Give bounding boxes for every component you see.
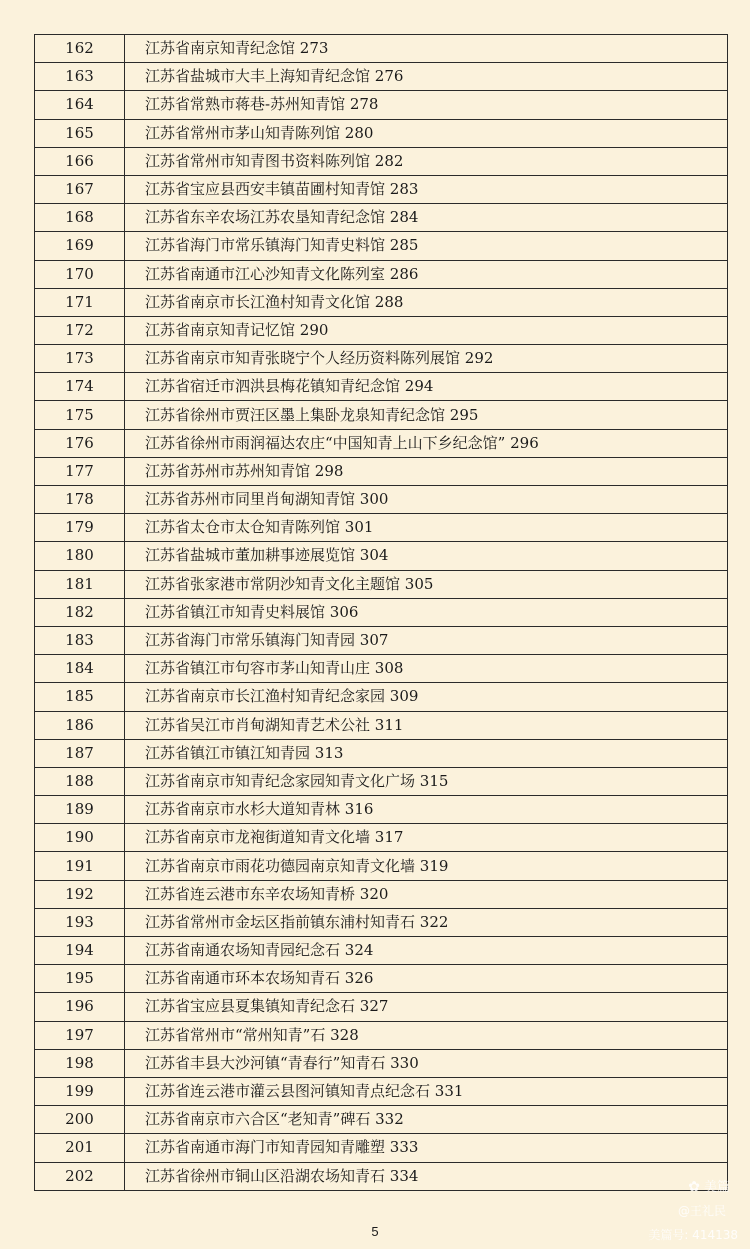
row-number: 182 bbox=[35, 598, 125, 626]
row-number: 169 bbox=[35, 232, 125, 260]
table-row bbox=[35, 1162, 728, 1190]
table-body bbox=[35, 35, 728, 1191]
row-title: 江苏省丰县大沙河镇“青春行”知青石 330 bbox=[125, 1049, 728, 1077]
row-number: 167 bbox=[35, 175, 125, 203]
table-row bbox=[35, 514, 728, 542]
row-title: 江苏省南通市环本农场知青石 326 bbox=[125, 965, 728, 993]
row-title: 江苏省常州市知青图书资料陈列馆 282 bbox=[125, 147, 728, 175]
row-title: 江苏省苏州市同里肖甸湖知青馆 300 bbox=[125, 486, 728, 514]
table-row bbox=[35, 739, 728, 767]
meipian-logo-icon: ✿ bbox=[688, 1179, 700, 1195]
table-row bbox=[35, 655, 728, 683]
row-title: 江苏省镇江市镇江知青园 313 bbox=[125, 739, 728, 767]
table-row bbox=[35, 429, 728, 457]
row-title: 江苏省徐州市雨润福达农庄“中国知青上山下乡纪念馆” 296 bbox=[125, 429, 728, 457]
row-number: 174 bbox=[35, 373, 125, 401]
row-title: 江苏省苏州市苏州知青馆 298 bbox=[125, 457, 728, 485]
table-row bbox=[35, 570, 728, 598]
row-title: 江苏省海门市常乐镇海门知青史料馆 285 bbox=[125, 232, 728, 260]
row-title: 江苏省连云港市灌云县图河镇知青点纪念石 331 bbox=[125, 1077, 728, 1105]
table-row bbox=[35, 316, 728, 344]
row-title: 江苏省南京市六合区“老知青”碑石 332 bbox=[125, 1106, 728, 1134]
row-title: 江苏省盐城市董加耕事迹展览馆 304 bbox=[125, 542, 728, 570]
row-number: 168 bbox=[35, 204, 125, 232]
row-number: 178 bbox=[35, 486, 125, 514]
row-title: 江苏省常州市茅山知青陈列馆 280 bbox=[125, 119, 728, 147]
row-title: 江苏省镇江市句容市茅山知青山庄 308 bbox=[125, 655, 728, 683]
watermark-author: @王礼民 bbox=[677, 1204, 726, 1218]
table-row bbox=[35, 401, 728, 429]
row-title: 江苏省常州市“常州知青”石 328 bbox=[125, 1021, 728, 1049]
row-number: 163 bbox=[35, 63, 125, 91]
row-title: 江苏省南京市水杉大道知青林 316 bbox=[125, 796, 728, 824]
table-row bbox=[35, 35, 728, 63]
row-title: 江苏省常熟市蒋巷-苏州知青馆 278 bbox=[125, 91, 728, 119]
row-number: 165 bbox=[35, 119, 125, 147]
row-title: 江苏省宝应县夏集镇知青纪念石 327 bbox=[125, 993, 728, 1021]
row-title: 江苏省南京市长江渔村知青纪念家园 309 bbox=[125, 683, 728, 711]
page-number: 5 bbox=[371, 1224, 379, 1239]
row-number: 201 bbox=[35, 1134, 125, 1162]
watermark-brand-text: 美篇 bbox=[703, 1180, 730, 1195]
row-title: 江苏省盐城市大丰上海知青纪念馆 276 bbox=[125, 63, 728, 91]
row-number: 194 bbox=[35, 937, 125, 965]
table-row bbox=[35, 63, 728, 91]
table-row bbox=[35, 598, 728, 626]
table-row bbox=[35, 626, 728, 654]
row-title: 江苏省南京知青纪念馆 273 bbox=[125, 35, 728, 63]
row-number: 185 bbox=[35, 683, 125, 711]
table-row bbox=[35, 91, 728, 119]
row-number: 162 bbox=[35, 35, 125, 63]
table-row bbox=[35, 965, 728, 993]
row-number: 188 bbox=[35, 767, 125, 795]
table-row bbox=[35, 542, 728, 570]
row-number: 180 bbox=[35, 542, 125, 570]
row-number: 193 bbox=[35, 908, 125, 936]
table-row bbox=[35, 767, 728, 795]
row-title: 江苏省太仓市太仓知青陈列馆 301 bbox=[125, 514, 728, 542]
row-number: 186 bbox=[35, 711, 125, 739]
row-number: 195 bbox=[35, 965, 125, 993]
table-row bbox=[35, 824, 728, 852]
row-number: 189 bbox=[35, 796, 125, 824]
watermark-brand bbox=[688, 1176, 730, 1195]
row-number: 199 bbox=[35, 1077, 125, 1105]
row-number: 173 bbox=[35, 345, 125, 373]
table-row bbox=[35, 796, 728, 824]
table-row bbox=[35, 711, 728, 739]
row-number: 176 bbox=[35, 429, 125, 457]
row-number: 175 bbox=[35, 401, 125, 429]
row-title: 江苏省宝应县西安丰镇苗圃村知青馆 283 bbox=[125, 175, 728, 203]
row-title: 江苏省吴江市肖甸湖知青艺术公社 311 bbox=[125, 711, 728, 739]
row-number: 183 bbox=[35, 626, 125, 654]
row-title: 江苏省南京市雨花功德园南京知青文化墙 319 bbox=[125, 852, 728, 880]
table-row bbox=[35, 1021, 728, 1049]
row-number: 192 bbox=[35, 880, 125, 908]
table-row bbox=[35, 232, 728, 260]
row-number: 190 bbox=[35, 824, 125, 852]
table-row bbox=[35, 880, 728, 908]
table-row bbox=[35, 373, 728, 401]
table-row bbox=[35, 345, 728, 373]
table-row bbox=[35, 937, 728, 965]
row-number: 202 bbox=[35, 1162, 125, 1190]
row-number: 200 bbox=[35, 1106, 125, 1134]
table-row bbox=[35, 1106, 728, 1134]
row-title: 江苏省南京知青记忆馆 290 bbox=[125, 316, 728, 344]
row-number: 187 bbox=[35, 739, 125, 767]
table-row bbox=[35, 119, 728, 147]
watermark-id: 美篇号: 414138 bbox=[648, 1228, 738, 1242]
table-row bbox=[35, 204, 728, 232]
row-title: 江苏省镇江市知青史料展馆 306 bbox=[125, 598, 728, 626]
row-title: 江苏省常州市金坛区指前镇东浦村知青石 322 bbox=[125, 908, 728, 936]
table-row bbox=[35, 288, 728, 316]
row-number: 197 bbox=[35, 1021, 125, 1049]
row-number: 184 bbox=[35, 655, 125, 683]
row-number: 166 bbox=[35, 147, 125, 175]
row-title: 江苏省南通市江心沙知青文化陈列室 286 bbox=[125, 260, 728, 288]
row-title: 江苏省海门市常乐镇海门知青园 307 bbox=[125, 626, 728, 654]
row-number: 181 bbox=[35, 570, 125, 598]
row-title: 江苏省连云港市东辛农场知青桥 320 bbox=[125, 880, 728, 908]
row-number: 172 bbox=[35, 316, 125, 344]
row-title: 江苏省徐州市贾汪区墨上集卧龙泉知青纪念馆 295 bbox=[125, 401, 728, 429]
row-title: 江苏省南京市知青张晓宁个人经历资料陈列展馆 292 bbox=[125, 345, 728, 373]
table-row bbox=[35, 260, 728, 288]
row-title: 江苏省南通市海门市知青园知青雕塑 333 bbox=[125, 1134, 728, 1162]
table-row bbox=[35, 1077, 728, 1105]
row-title: 江苏省南通农场知青园纪念石 324 bbox=[125, 937, 728, 965]
table-row bbox=[35, 993, 728, 1021]
table-row bbox=[35, 457, 728, 485]
table-row bbox=[35, 852, 728, 880]
row-number: 198 bbox=[35, 1049, 125, 1077]
table-row bbox=[35, 908, 728, 936]
row-number: 164 bbox=[35, 91, 125, 119]
row-title: 江苏省南京市知青纪念家园知青文化广场 315 bbox=[125, 767, 728, 795]
table-row bbox=[35, 1134, 728, 1162]
row-number: 191 bbox=[35, 852, 125, 880]
row-number: 177 bbox=[35, 457, 125, 485]
table-row bbox=[35, 175, 728, 203]
row-title: 江苏省宿迁市泗洪县梅花镇知青纪念馆 294 bbox=[125, 373, 728, 401]
row-number: 171 bbox=[35, 288, 125, 316]
row-title: 江苏省南京市长江渔村知青文化馆 288 bbox=[125, 288, 728, 316]
row-number: 196 bbox=[35, 993, 125, 1021]
table-row bbox=[35, 683, 728, 711]
table-row bbox=[35, 147, 728, 175]
row-title: 江苏省南京市龙袍街道知青文化墙 317 bbox=[125, 824, 728, 852]
row-title: 江苏省张家港市常阴沙知青文化主题馆 305 bbox=[125, 570, 728, 598]
catalog-table bbox=[34, 34, 728, 1191]
row-title: 江苏省东辛农场江苏农垦知青纪念馆 284 bbox=[125, 204, 728, 232]
table-row bbox=[35, 1049, 728, 1077]
row-number: 170 bbox=[35, 260, 125, 288]
table-row bbox=[35, 486, 728, 514]
row-number: 179 bbox=[35, 514, 125, 542]
row-title: 江苏省徐州市铜山区沿湖农场知青石 334 bbox=[125, 1162, 728, 1190]
